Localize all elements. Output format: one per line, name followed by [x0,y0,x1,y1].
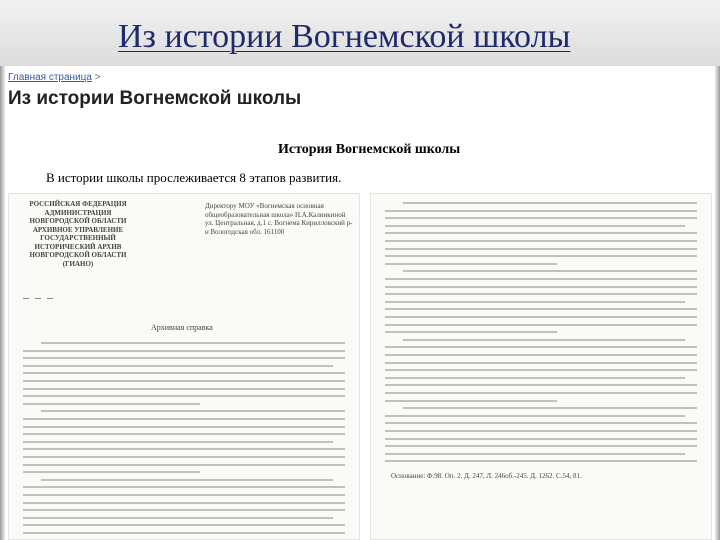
scanned-text-line [41,342,345,344]
scanned-text-line [23,456,345,458]
scanned-text-line [385,377,685,379]
scanned-text-line [385,362,697,364]
scanned-text-line [385,346,697,348]
scanned-text-line [23,365,333,367]
scanned-text-line [385,392,697,394]
scanned-text-line [23,388,345,390]
scanned-text-line [23,486,345,488]
scanned-text-line [385,453,685,455]
scanned-text-line [385,248,697,250]
scanned-text-line [23,509,345,511]
web-page-heading: Из истории Вогнемской школы [8,88,302,109]
scanned-text-line [385,324,697,326]
scanned-text-line [23,448,345,450]
slide-title: Из истории Вогнемской школы [118,18,571,55]
scanned-text-line [41,479,333,481]
scanned-text-line [385,430,697,432]
scanned-text-line [385,422,697,424]
scanned-text-line [385,316,697,318]
letter-addressee: Директору МОУ «Вогнемская основная общеобразовательная школа» Н.А.Калинкиной ул. Центральная, д.1 с. Вогнема Кирилловский р-н Вологодская обл. 161100 [205,202,353,236]
scanned-text-line [385,293,697,295]
scanned-text-line [23,395,345,397]
breadcrumb [8,72,101,83]
scanned-text-line [385,286,697,288]
document-title: История Вогнемской школы [278,142,461,157]
archive-basis-note: Основание: Ф.98. Оп. 2. Д. 247, Л. 246об.-245. Д. 1262. С.54, 81. [391,472,582,480]
scanned-text-line [385,308,697,310]
scanned-text-line [385,369,697,371]
scanned-text-line [23,372,345,374]
scanned-text-line [403,202,697,204]
scanned-text-line [385,240,697,242]
breadcrumb-home-link[interactable]: Главная страница [8,72,92,83]
scanned-text-line [41,410,345,412]
scanned-page-left [8,193,360,540]
scanned-text-line [385,384,697,386]
archive-reference-label: Архивная справка [151,323,213,332]
scanned-text-line [385,445,697,447]
breadcrumb-separator: > [94,72,101,83]
scanned-page-right [370,193,712,540]
scanned-text-line [23,426,345,428]
archive-letterhead: РОССИЙСКАЯ ФЕДЕРАЦИЯ АДМИНИСТРАЦИЯ НОВГОРОДСКОЙ ОБЛАСТИ АРХИВНОЕ УПРАВЛЕНИЕ ГОСУДАРСТВЕННЫЙ ИСТОРИЧЕСКИЙ АРХИВ НОВГОРОДСКОЙ ОБЛАСТИ (ГИАНО) [29,200,127,268]
slide-shadow-left [0,66,6,540]
scanned-text-line [385,225,685,227]
scanned-text-line [385,438,697,440]
scanned-text-line [385,400,557,402]
scanned-text-line [385,301,685,303]
scanned-text-line [385,217,697,219]
scanned-text-line [23,380,345,382]
scanned-text-line [403,407,697,409]
scanned-text-line [385,460,697,462]
registration-number: — — — [23,294,54,305]
scanned-text-line [385,232,697,234]
slide-shadow-right [714,66,720,540]
scanned-text-line [23,357,345,359]
scanned-text-line [385,354,697,356]
scanned-text-line [23,494,345,496]
scanned-text-line [385,278,697,280]
scanned-text-line [385,263,557,265]
scanned-text-line [23,441,333,443]
scanned-text-line [385,255,697,257]
scanned-text-line [23,471,200,473]
scanned-text-line [403,270,697,272]
scanned-text-line [23,502,345,504]
scanned-text-line [23,532,345,534]
document-intro: В истории школы прослеживается 8 этапов развития. [46,170,342,185]
scanned-text-line [385,415,685,417]
scanned-text-line [385,331,557,333]
scanned-text-line [23,350,345,352]
scanned-text-line [23,517,333,519]
scanned-text-line [23,418,345,420]
scanned-text-line [403,339,685,341]
scanned-text-line [23,524,345,526]
scanned-text-line [385,210,697,212]
scanned-text-line [23,403,200,405]
scanned-text-line [23,433,345,435]
scanned-text-line [23,464,345,466]
